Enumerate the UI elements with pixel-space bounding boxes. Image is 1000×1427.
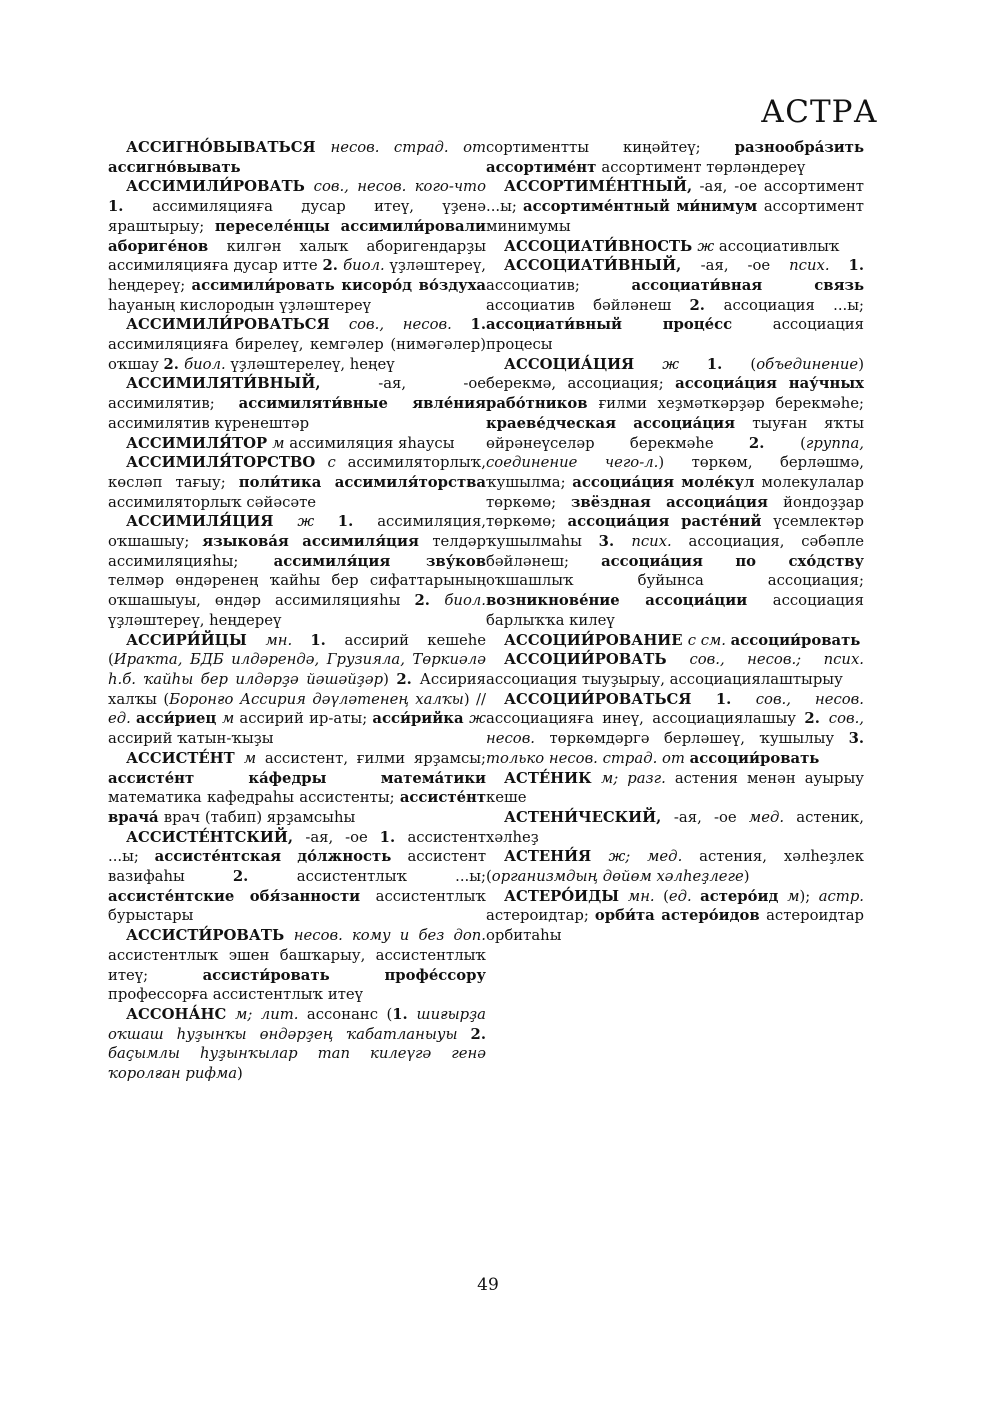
entry-text: һауаның кислородын үҙләштереү	[108, 296, 371, 314]
entry-text: биол.	[184, 355, 231, 373]
entry-text: оҡшашлыҡ буйынса ассоциация;	[486, 572, 864, 590]
entry-text: ж	[469, 710, 486, 728]
entry-text: -ая, -ое ассортимент ...ы;	[486, 178, 864, 216]
entry-text: үҙләштереү, һеңдереү	[108, 611, 282, 629]
dictionary-entry	[486, 650, 864, 689]
entry-text: ассоциати́вный проце́сс	[486, 316, 773, 334]
entry-text: астеник, хәлһеҙ	[486, 808, 865, 846]
entry-text: ассистентлыҡ эшен башҡарыу, ассистентлыҡ итеү;	[108, 946, 486, 984]
entry-text: 3.	[598, 533, 632, 551]
headword: АССОЦИАТИ́ВНЫЙ,	[504, 257, 701, 275]
headword: АССИСТЕ́НТСКИЙ,	[126, 828, 306, 846]
dictionary-entry	[486, 769, 864, 808]
entry-text: сов., несов.	[486, 710, 864, 748]
entry-text: 3.	[848, 730, 865, 748]
entry-text: ассисти́ровать профе́ссору	[202, 966, 486, 984]
entry-text: ж	[697, 237, 719, 255]
entry-text: несов. кому и без доп.	[293, 927, 486, 945]
entry-text: ассисте́нт врача́	[108, 789, 486, 826]
entry-text: математика кафедраһы ассистенты;	[108, 789, 400, 807]
entry-text: ассоциа́ция расте́ний	[567, 513, 774, 531]
dictionary-entry	[108, 138, 486, 177]
entry-text: ) //	[463, 690, 486, 708]
entry-text: возникнове́ние ассоциа́ции	[486, 592, 773, 610]
entry-text: биол.	[444, 592, 486, 610]
entry-text: молекулалар төркөмө;	[486, 473, 864, 511]
entry-text: разнообра́зить ассортиме́нт	[486, 139, 864, 176]
entry-text: баҫымлы һуҙынҡылар тап килеүгә генә ҡоролған рифма	[108, 1045, 486, 1083]
entry-text: 1.	[715, 690, 756, 708]
entry-text: объединение	[756, 355, 859, 373]
entry-text: мн.	[627, 887, 664, 905]
entry-text: 1.	[108, 198, 153, 216]
entry-text: төркөмдәргә берләшеү, ҡушылыу	[549, 730, 849, 748]
entry-text: ассистент ...ы;	[108, 828, 486, 866]
entry-text: ассортиме́нтный ми́нимум	[523, 198, 764, 216]
entry-text: 1.	[337, 513, 378, 531]
entry-text: тыуған яҡты өйрәнеүселәр берекмәһе	[486, 414, 864, 452]
entry-text: ассимили́ровать кисоро́д во́здуха	[191, 276, 487, 294]
entry-text: үсемлектәр ҡушылмаһы	[486, 513, 864, 551]
entry-text: ассортимент минимумы	[486, 198, 864, 235]
entry-text: 2.	[689, 296, 724, 314]
entry-text: ассортимент төрләндереү	[601, 158, 806, 176]
entry-text: ед.	[668, 887, 701, 905]
entry-text: ассимиляция, оҡшашыу;	[108, 513, 486, 551]
entry-text: ассонанс (	[306, 1005, 393, 1023]
entry-text: сов., несов.; псих.	[689, 651, 864, 669]
entry-text: краеве́дческая ассоциа́ция	[486, 414, 753, 432]
entry-text: профессорға ассистентлыҡ итеү	[108, 986, 363, 1004]
entry-text: с	[327, 454, 348, 472]
headword: АСТЕ́НИК	[504, 769, 601, 787]
entry-text: ассимиляцияға бирелеү, кемгәлер (нимәгәлер) оҡшау	[108, 336, 486, 373]
entry-text: );	[799, 887, 819, 905]
entry-text: телдәр ассимиляцияһы;	[108, 533, 486, 570]
entry-text: 2.	[470, 1025, 486, 1043]
entry-text: 1.	[848, 257, 864, 275]
entry-text: ғилми хеҙмәткәрҙәр берекмәһе;	[598, 395, 865, 413]
entry-text: ассоции́ровать	[689, 749, 820, 767]
entry-text: үҙләштереү, һеңдереү;	[108, 257, 486, 294]
entry-text: группа, соединение чего-л.	[486, 434, 864, 472]
entry-text: ед.	[108, 710, 137, 728]
headword: АСТЕНИ́Я	[504, 848, 609, 866]
entry-text: врач (табип) ярҙамсыһы	[163, 808, 356, 826]
headword: АССОЦИА́ЦИЯ	[504, 355, 663, 373]
entry-text: -ая, -ое ассимилятив;	[108, 375, 487, 413]
entry-text: орби́та астеро́идов	[594, 907, 767, 925]
entry-text: сов., несов.	[755, 690, 864, 708]
entry-text: асси́риец	[136, 710, 222, 728]
headword: АССОЦИИ́РОВАТЬ	[504, 651, 690, 669]
entry-text: ассоции́ровать	[730, 631, 861, 649]
entry-text: астероидтар;	[486, 907, 595, 925]
dictionary-entry	[486, 355, 864, 631]
entry-text: м; лит.	[235, 1005, 307, 1023]
entry-text: -ая, -ое	[305, 828, 380, 846]
headword: АССИМИЛИ́РОВАТЬ	[126, 178, 314, 196]
dictionary-entry	[108, 828, 486, 927]
dictionary-entry	[108, 1005, 486, 1084]
headword: АССОЦИИ́РОВАТЬСЯ	[504, 690, 716, 708]
headword: АССИМИЛЯ́ТОРСТВО	[126, 454, 328, 472]
entry-text: несов. страд. от	[330, 139, 487, 156]
entry-text: ассоциати́вная связь	[631, 276, 864, 294]
entry-text: -ая, -ое	[673, 808, 749, 826]
entry-text: ассоциатив;	[486, 276, 632, 294]
entry-text: ассисте́нт ка́федры матема́тики	[108, 769, 486, 787]
entry-text: ассимиляторлыҡ, көсләп тағыу;	[108, 454, 486, 491]
entry-text: ассимилятив күренештәр	[108, 414, 310, 432]
entry-text: сов., несов. кого-что	[313, 178, 486, 196]
dictionary-entry	[108, 512, 486, 630]
dictionary-entry	[108, 749, 486, 828]
headword: сортиментты киңәйтеү;	[486, 139, 735, 156]
entry-text: телмәр өндәренең ҡайһы бер сифаттарының оҡшашыуы, өндәр ассимиляцияһы	[108, 572, 486, 610]
entry-text: 2.	[804, 710, 829, 728]
entry-text: ассимиля́ция зву́ков	[273, 552, 486, 570]
headword: АССИМИЛИ́РОВАТЬСЯ	[126, 316, 349, 334]
headword: АССОНА́НС	[126, 1005, 236, 1023]
entry-text: астр.	[818, 887, 865, 905]
entry-text: ассоциация ...ы;	[723, 296, 864, 314]
entry-text: м	[272, 434, 290, 452]
entry-text: организмдың дөйөм хәлһеҙлеге	[491, 868, 744, 886]
entry-text: (	[800, 434, 806, 452]
dictionary-entry	[486, 237, 864, 257]
entry-text: (	[750, 355, 757, 373]
dictionary-entry	[486, 138, 864, 177]
dictionary-entry	[108, 315, 486, 374]
entry-text: астения, хәлһеҙлек (	[486, 848, 864, 886]
entry-text: 1.	[310, 631, 345, 649]
entry-text: ассоциацияға инеү, ассоциациялашыу	[486, 710, 805, 728]
entry-text: псих.	[631, 533, 689, 551]
entry-text: переселе́нцы ассимили́ровали абориге́нов	[108, 217, 486, 255]
entry-text: 2.	[748, 434, 801, 452]
right-column	[486, 138, 864, 946]
dictionary-entry	[108, 926, 486, 1005]
headword: АСТЕНИ́ЧЕСКИЙ,	[504, 808, 674, 826]
entry-text: 2.	[414, 592, 445, 610]
entry-text: 1.	[706, 355, 751, 373]
entry-text: )	[383, 670, 397, 688]
left-column	[108, 138, 486, 1084]
entry-text: ассоциация процесы	[486, 316, 864, 354]
entry-text: ассоциа́ция моле́кул	[572, 473, 762, 491]
headword: АССИСТИ́РОВАТЬ	[126, 927, 294, 945]
dictionary-entry	[486, 847, 864, 886]
headword: АССИРИ́ЙЦЫ	[126, 631, 266, 649]
headword: АССИГНО́ВЫВАТЬСЯ	[126, 139, 331, 156]
entry-text: ассимиляторлыҡ сәйәсәте	[108, 493, 317, 511]
entry-text: звёздная ассоциа́ция	[570, 493, 784, 511]
entry-text: мед.	[748, 808, 797, 826]
dictionary-entry	[486, 690, 864, 769]
entry-text: килгән халыҡ аборигендарҙы ассимиляцияға дусар итте	[108, 237, 486, 275]
entry-text: м; разг.	[601, 769, 675, 787]
entry-text: астения менән ауырыу кеше	[486, 769, 864, 807]
entry-text: асси́рийка	[372, 710, 470, 728]
entry-text: только несов. страд. от	[486, 749, 690, 767]
entry-text: ассоциация барлыҡҡа килеү	[486, 592, 864, 629]
entry-text: ассистент, ғилми ярҙамсы;	[264, 749, 486, 767]
entry-text: 1.	[379, 828, 408, 846]
headword: АССОРТИМЕ́НТНЫЙ,	[504, 178, 700, 196]
entry-text: ассоциа́ция по схо́дству	[601, 552, 864, 570]
headword: АССИСТЕ́НТ	[126, 749, 244, 767]
dictionary-entry	[486, 177, 864, 236]
entry-text: Боронғо Ассирия дәүләтенең халҡы	[169, 690, 464, 708]
entry-text: 2.	[322, 257, 344, 275]
entry-text: астероидтар орбитаһы	[486, 907, 864, 945]
entry-text: Ассирия халҡы (	[108, 670, 486, 708]
entry-text: ж	[662, 355, 707, 373]
page-number: 49	[477, 1275, 499, 1295]
entry-text: ассигно́вывать	[108, 158, 241, 176]
headword: АССИМИЛЯ́ЦИЯ	[126, 513, 298, 531]
entry-text: ассистентлыҡ ...ы;	[296, 868, 486, 886]
entry-text: биол.	[343, 257, 390, 275]
headword: АСТЕРО́ИДЫ	[504, 887, 628, 905]
entry-text: ж; мед.	[608, 848, 700, 866]
headword: АССОЦИИ́РОВАНИЕ	[504, 631, 688, 649]
entry-text: 2.	[396, 670, 420, 688]
entry-text: ассоциа́ция нау́чных рабо́тников	[486, 375, 864, 413]
dictionary-entry	[486, 256, 864, 355]
dictionary-entry	[486, 808, 864, 847]
entry-text: )	[237, 1065, 243, 1083]
entry-text: ассирий ир-аты;	[239, 710, 373, 728]
entry-text: ассоциативлыҡ	[718, 237, 840, 255]
entry-text: ассисте́нтская до́лжность	[154, 848, 408, 866]
entry-text: -ая, -ое	[700, 257, 790, 275]
headword: АССИМИЛЯ́ТОР	[126, 434, 273, 452]
entry-text: шиғырҙа оҡшаш һуҙынҡы өндәрҙең ҡабатланыуы	[108, 1005, 486, 1043]
entry-text: ассимиляти́вные явле́ния	[238, 395, 486, 413]
entry-text: ) төркөм, берләшмә, ҡушылма;	[486, 454, 865, 491]
entry-text: ассистент вазифаһы	[108, 848, 487, 886]
entry-text: 2.	[232, 868, 297, 886]
entry-text: сов., несов.	[348, 316, 471, 334]
entry-text: м	[221, 710, 240, 728]
entry-text: ассирий ҡатын-ҡыҙы	[108, 730, 274, 748]
entry-text: 1.	[392, 1005, 417, 1023]
entry-text: астеро́ид	[700, 887, 788, 905]
entry-text: ассисте́нтские обя́занности	[108, 887, 376, 905]
entry-text: (	[663, 887, 669, 905]
entry-text: мн.	[265, 631, 311, 649]
entry-text: м	[243, 749, 265, 767]
entry-text: псих.	[789, 257, 849, 275]
dictionary-entry	[108, 631, 486, 749]
dictionary-entry	[108, 177, 486, 315]
entry-text: с см.	[687, 631, 731, 649]
dictionary-entry	[108, 374, 486, 433]
entry-text: ) берекмә, ассоциация;	[486, 355, 864, 393]
entry-text: ассоциация, сәбәпле бәйләнеш;	[486, 533, 864, 570]
dictionary-entry	[108, 453, 486, 512]
entry-text: языкова́я ассимиля́ция	[202, 533, 433, 551]
entry-text: ассоциатив бәйләнеш	[486, 296, 690, 314]
entry-text: м	[787, 887, 800, 905]
entry-text: ассимиляция яһаусы	[289, 434, 455, 452]
entry-text: ассистентлыҡ бурыстары	[108, 887, 486, 925]
entry-text: 1.	[470, 316, 486, 334]
entry-text: ж	[297, 513, 338, 531]
headword: АССОЦИАТИ́ВНОСТЬ	[504, 237, 698, 255]
entry-text: Ираҡта, БДБ илдәрендә, Грузияла, Төркиәлә һ.б. ҡайһы бер илдәрҙә йәшәйҙәр	[108, 651, 486, 688]
dictionary-entry	[486, 631, 864, 651]
entry-text: ассимиляцияға дусар итеү, үҙенә яраштырыу;	[108, 198, 486, 235]
entry-text: ассоциация тыуҙырыу, ассоциациялаштырыу	[486, 670, 843, 688]
entry-text: поли́тика ассимиля́торства	[238, 473, 487, 491]
entry-text: үҙләштерелеү, һеңеү	[230, 355, 395, 373]
entry-text: 2.	[163, 355, 185, 373]
entry-text: ассирий кешеһе (	[108, 631, 487, 669]
headword: АССИМИЛЯТИ́ВНЫЙ,	[126, 375, 379, 393]
dictionary-entry	[486, 887, 864, 946]
running-head: АСТРА	[760, 94, 878, 130]
dictionary-entry	[108, 434, 486, 454]
entry-text: йондоҙҙар төркөмө;	[486, 493, 864, 531]
entry-text: )	[743, 868, 750, 886]
